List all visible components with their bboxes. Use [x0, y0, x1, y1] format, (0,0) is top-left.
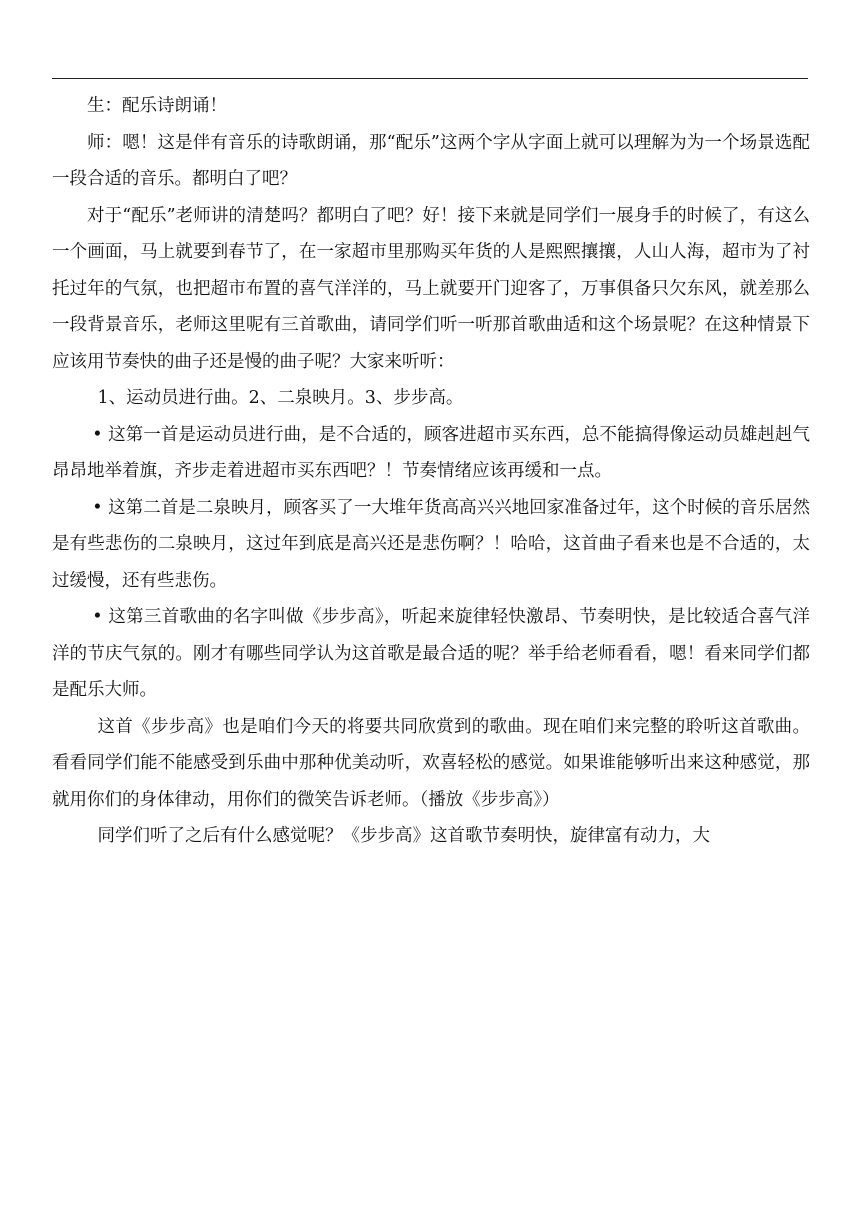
paragraph-reflection: 同学们听了之后有什么感觉呢？《步步高》这首歌节奏明快，旋律富有动力，大 [97, 826, 710, 846]
paragraph-listening-task: 这首《步步高》也是咱们今天的将要共同欣赏到的歌曲。现在咱们来完整的聆听这首歌曲。看看同学们能不能感受到乐曲中那种优美动听，欢喜轻松的感觉。如果谁能够听出来这种感觉，那就用你们的身体律动，用你们的微笑告诉老师。（播放《步步高》） [52, 716, 810, 810]
paragraph-bullet-third-song: • 这第三首歌曲的名字叫做《步步高》，听起来旋律轻快激昂、节奏明快，是比较适合喜气洋洋的节庆气氛的。刚才有哪些同学认为这首歌是最合适的呢？举手给老师看看，嗯！看来同学们都是配乐大师。 [52, 607, 810, 700]
document-body [52, 88, 810, 855]
header-rule [52, 78, 808, 79]
paragraph-bullet-first-song: • 这第一首是运动员进行曲，是不合适的，顾客进超市买东西，总不能搞得像运动员雄赳赳气昂昂地举着旗，齐步走着进超市买东西吧？！节奏情绪应该再缓和一点。 [52, 424, 810, 481]
paragraph-song-list: 1、运动员进行曲。2、二泉映月。3、步步高。 [97, 388, 464, 408]
paragraph-scene-description: 对于“配乐”老师讲的清楚吗？都明白了吧？好！接下来就是同学们一展身手的时候了，有这么一个画面，马上就要到春节了，在一家超市里那购买年货的人是熙熙攘攘，人山人海，超市为了衬托过年的气氛，也把超市布置的喜气洋洋的，马上就要开门迎客了，万事俱备只欠东风，就差那么一段背景音乐，老师这里呢有三首歌曲，请同学们听一听那首歌曲适和这个场景呢？在这种情景下应该用节奏快的曲子还是慢的曲子呢？大家来听听： [52, 205, 810, 372]
paragraph-student-reply: 生：配乐诗朗诵！ [87, 96, 227, 116]
paragraph-bullet-second-song: • 这第二首是二泉映月，顾客买了一大堆年货高高兴兴地回家准备过年，这个时候的音乐居然是有些悲伤的二泉映月，这过年到底是高兴还是悲伤啊？！哈哈，这首曲子看来也是不合适的，太过缓慢，还有些悲伤。 [52, 497, 810, 591]
paragraph-teacher-explanation: 师：嗯！这是伴有音乐的诗歌朗诵，那“配乐”这两个字从字面上就可以理解为为一个场景选配一段合适的音乐。都明白了吧？ [52, 132, 810, 189]
